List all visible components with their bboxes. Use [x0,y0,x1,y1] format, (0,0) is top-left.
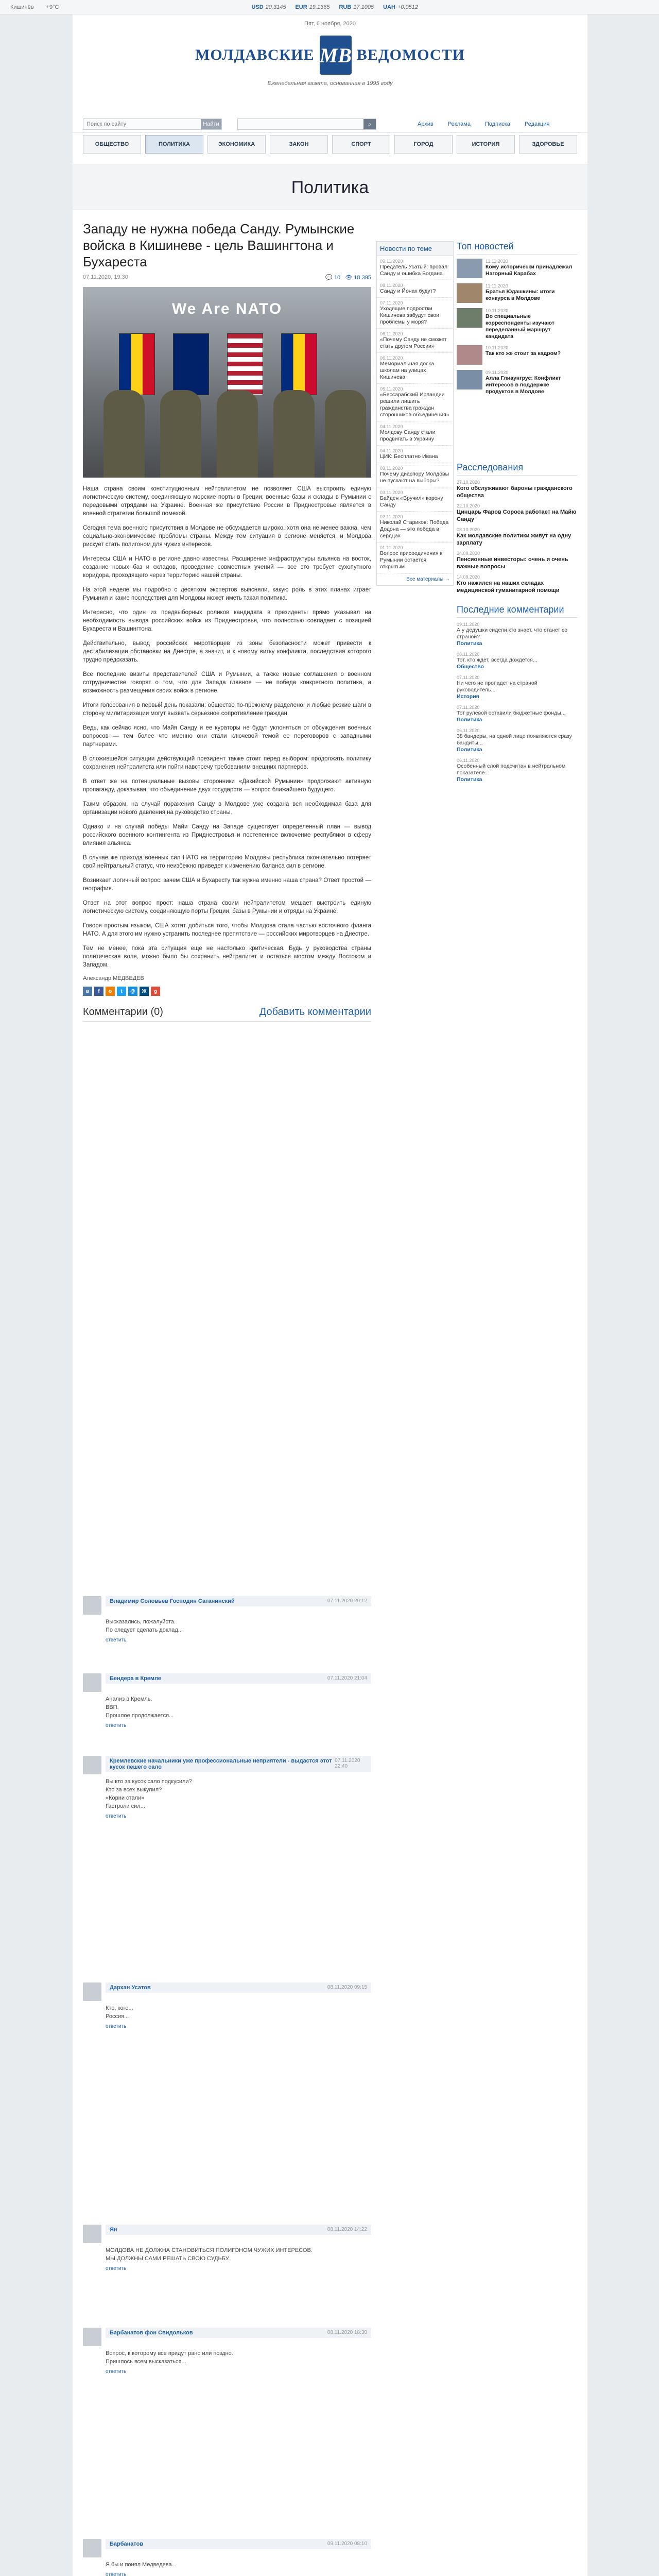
latest-comment-item[interactable]: 06.11.2020 Особенный слой подсчитан в нейтральном показателе... Политика [457,758,566,783]
related-news-item[interactable]: 06.11.2020 «Почему Санду не сможет стать другом России» [377,329,453,353]
reply-link[interactable]: ответить [106,1723,127,1728]
comment [83,2328,371,2375]
nav-item-politics[interactable]: ПОЛИТИКА [145,135,203,154]
avatar [83,1596,101,1615]
article-title: Западу не нужна победа Санду. Румынские войска в Кишиневе - цель Вашингтона и Бухареста [83,221,355,269]
link-archive[interactable]: Архив [418,121,433,127]
rate-uah: UAH +0.0512 [383,4,418,10]
investigation-item[interactable]: 22.10.2020 Цинцарь Фаров Сороса работает на Майю Санду [457,503,577,522]
article-paragraph: Таким образом, на случай поражения Санду в Молдове уже создана вся необходимая база для организации нового давления на руководство страны. [83,801,371,816]
related-news [376,241,454,586]
top-links [418,121,549,127]
currency-rates [251,4,418,10]
nav-item-history[interactable]: ИСТОРИЯ [457,135,515,154]
twitter-icon[interactable]: t [117,987,126,996]
related-news-item[interactable]: 09.11.2020 Предатель Усатый: провал Санду и ошибка Богдана [377,256,453,280]
investigation-item[interactable]: 14.09.2020 Кто нажился на наших складах медицинской гуманитарной помощи [457,574,560,594]
nav-item-health[interactable]: ЗДОРОВЬЕ [519,135,577,154]
reply-link[interactable]: ответить [106,2266,127,2272]
top-news-item[interactable]: 11.11.2020 Кому исторически принадлежал Нагорный Карабах [457,259,577,278]
top-bar [0,0,659,14]
temperature: +9°C [46,4,59,10]
avatar [83,2539,101,2557]
googleplus-icon[interactable]: g [151,987,160,996]
comment-text: Я бы и понял Медведева... [106,2562,177,2568]
logo-mark: МВ [320,36,352,75]
related-news-heading: Новости по теме [377,242,453,256]
article-meta [83,274,371,281]
article-paragraph: Тем не менее, пока эта ситуация еще не настолько критическая. Будь у руководства страны политическая воля, можно было бы сохранить нейтралитет и остаться мостом между Востоком и Западом. [83,945,371,968]
site-header [73,14,587,147]
nav-item-sport[interactable]: СПОРТ [332,135,390,154]
investigation-item[interactable]: 27.10.2020 Кого обслуживают бароны гражданского общества [457,480,573,499]
news-thumbnail [457,345,482,365]
latest-comment-item[interactable]: 06.11.2020 38 бандеры, на одной лице появляются сразу бандиты... Политика [457,728,572,753]
secondary-search-box [237,118,376,130]
search-icon[interactable]: ⌕ [363,119,376,129]
nav-item-city[interactable]: ГОРОД [394,135,453,154]
comment-author[interactable]: Владимир Соловьев Господин Сатанинский 07.11.2020 20:12 [106,1596,371,1606]
rate-rub: RUB 17.1005 [339,4,374,10]
article-paragraph: Интересы США и НАТО в регионе давно известны. Расширение инфраструктуры альянса на восток, создание новых баз и складов, проведение совместных учений — все это требует сухопутного коридора, проходящего через территорию нашей страны. [83,556,371,579]
avatar [83,2225,101,2243]
related-news-item[interactable]: 03.11.2020 Почему диаспору Молдовы не пускают на выборы? [377,463,453,487]
investigation-item[interactable]: 24.09.2020 Пенсионные инвесторы: очень и очень важные вопросы [457,551,568,570]
share-bar [83,987,371,996]
article-photo [83,287,371,478]
top-news-item[interactable]: 11.11.2020 Братья Юдашкины: итоги конкурса в Молдове [457,283,577,303]
latest-comment-item[interactable]: 09.11.2020 А у дедушки сидели кто знает, что станет со страной? Политика [457,622,568,647]
comment-author[interactable]: Ян 08.11.2020 14:22 [106,2225,371,2235]
latest-comment-item[interactable]: 07.11.2020 Ни чего не пропадет на страной руководитель... История [457,675,537,700]
page-container [73,14,587,2576]
article-paragraph: Сегодня тема военного присутствия в Молдове не обсуждается широко, хотя она не менее важна, чем социально-экономические проблемы страны. Между тем ситуация в регионе меняется, и Молдова рискует стать полигоном для чужих интересов. [83,525,371,548]
comment [83,2539,371,2576]
comment-author[interactable]: Барбанатов 09.11.2020 08:10 [106,2539,371,2549]
usa-flag-icon [227,333,263,395]
reply-link[interactable]: ответить [106,2024,127,2029]
reply-link[interactable]: ответить [106,1637,127,1643]
views-count: 18 395 [354,275,371,281]
related-news-item[interactable]: 07.11.2020 Уходящие подростки Кишинева забудут свои проблемы у моря? [377,298,453,329]
rate-eur: EUR 19.1365 [295,4,330,10]
article-paragraph: Итоги голосования в первый день показали: общество по-прежнему разделено, и любые резкие шаги в сторону милитаризации могут вызвать серьезное сопротивление граждан. [83,702,371,717]
article-paragraph: Возникает логичный вопрос: зачем США и Бухаресту так нужна именно наша страна? Ответ простой — география. [83,877,371,892]
latest-comments-heading: Последние комментарии [457,604,577,618]
article-paragraph: Все последние визиты представителей США и Румынии, а также новые соглашения о военном сотрудничестве говорят о том, что для Запада главное — не победа конкретного политика, а возможность размещения своих войск в регионе. [83,671,371,694]
logo-word-right: ВЕДОМОСТИ [356,46,465,63]
soldier-figure [217,390,258,478]
vk-icon[interactable]: в [83,987,92,996]
news-thumbnail [457,259,482,278]
soldier-figure [160,390,201,478]
comments-header [83,1006,371,1022]
related-news-item[interactable]: 04.11.2020 ЦИК: Бесплатно Ивана [377,446,453,463]
top-news-item[interactable]: 10.11.2020 Во специальные корреспонденты изучают переделанный маршрут кандидата [457,308,577,340]
article-paragraph: В сложившейся ситуации действующий президент также стоит перед выбором: продолжать политику сохранения нейтралитета или пойти навстречу требованиям внешних партнеров. [83,756,371,770]
top-news-item[interactable]: 10.11.2020 Так кто же стоит за кадром? [457,345,577,365]
avatar [83,1756,101,1774]
comment-author[interactable]: Дархан Усатов 08.11.2020 09:15 [106,1982,371,1993]
comment [83,1756,371,1819]
article-paragraph: Действительно, вывод российских миротворцев из зоны безопасности может привести к дестабилизации обстановки на Днестре, а значит, и к новому витку конфликта, последствия которого трудно предсказать. [83,640,371,663]
article-paragraph: Однако и на случай победы Майи Санду на Западе существует определенный план — вывод российского военного контингента из Приднестровья и постепенное включение республики в сферу влияния альянса. [83,824,371,846]
news-thumbnail [457,370,482,389]
link-editorial[interactable]: Редакция [524,121,550,127]
related-news-item[interactable]: 02.11.2020 Николай Стариков: Победа Додона — это победа в сердцах [377,512,453,543]
right-sidebar [457,241,577,788]
comment-author[interactable]: Барбанатов фон Свидольков 08.11.2020 18:30 [106,2328,371,2338]
investigation-item[interactable]: 08.10.2020 Как молдавские политики живут на одну зарплату [457,527,571,546]
mailru-icon[interactable]: @ [128,987,137,996]
article-paragraph: Ведь, как сейчас ясно, что Майя Санду и ее кураторы не будут уклоняться от обсуждения военных вопросов — тем более что именно они стали ключевой темой ее переговоров с западными партнерами. [83,725,371,748]
reply-link[interactable]: ответить [106,2369,127,2375]
article [83,221,371,1022]
search-input[interactable] [83,119,201,129]
soldier-figure [325,390,366,478]
main-nav [83,135,577,154]
comment-author[interactable]: Бендера в Кремле 07.11.2020 21:04 [106,1673,371,1684]
eye-icon: 👁 [345,275,354,281]
uk-flag-icon [173,333,209,395]
comment-text: Вопрос, к которому все придут рано или поздно. Пришлось всем высказаться... [106,2350,233,2365]
article-paragraph: Интересно, что один из предвыборных роликов кандидата в президенты прямо указывал на необходимость вывода российских войск из Приднестровья, что полностью совпадает с позицией Бухареста и Вашингтона. [83,609,371,632]
nav-item-economy[interactable]: ЭКОНОМИКА [207,135,266,154]
latest-comment-item[interactable]: 07.11.2020 Тот рулевой оставили бюджетные фонды... Политика [457,705,566,723]
photo-caption: We Are NATO [171,300,283,317]
soldier-figure [273,390,315,478]
top-news-heading: Топ новостей [457,241,577,255]
article-paragraph: Ответ на этот вопрос прост: наша страна своим нейтралитетом мешает выстроить единую логистическую систему, соединяющую порты Греции, базы в Румынии и отряды на Украине. [83,900,371,914]
comment-text: Кто, кого... Россия... [106,2005,133,2020]
secondary-search-input[interactable] [238,119,363,129]
article-body [83,485,371,969]
news-thumbnail [457,283,482,303]
comment [83,1673,371,1728]
related-news-item[interactable]: 04.11.2020 Молдову Санду стали продвигать в Украину [377,421,453,446]
reply-link[interactable]: ответить [106,2572,127,2576]
nav-item-law[interactable]: ЗАКОН [270,135,328,154]
comment [83,2225,371,2272]
site-logo[interactable] [195,32,465,78]
link-ads[interactable]: Реклама [447,121,471,127]
search-row [73,117,587,131]
article-paragraph: В случае же прихода военных сил НАТО на территорию Молдовы республика окончательно потеряет свой нейтральный статус, что неизбежно приведет к изменению баланса сил в регионе. [83,855,371,869]
avatar [83,1982,101,2001]
all-materials-link[interactable]: Все материалы → [406,577,450,582]
article-stats [325,274,371,281]
article-date: 07.11.2020, 19:30 [83,274,128,280]
comment-author[interactable]: Кремлевские начальники уже профессиональные неприятели - выдастся этот кусок пешего сало 07.11.2020 22:40 [106,1756,371,1772]
comment [83,1982,371,2029]
facebook-icon[interactable]: f [94,987,103,996]
related-news-item[interactable]: 06.11.2020 Мемориальная доска школам на улицах Кишинева [377,353,453,384]
comment-icon: 💬 [325,275,334,281]
logo-word-left: МОЛДАВСКИЕ [195,46,315,63]
search-button[interactable]: Найти [201,119,221,129]
article-paragraph: В ответ же на потенциальные вызовы сторонники «Дакийской Румынии» продолжают активную пропаганду, доказывая, что объединение двух государств — вопрос ближайшего будущего. [83,778,371,793]
comment [83,1596,371,1643]
comment-text: МОЛДОВА НЕ ДОЛЖНА СТАНОВИТЬСЯ ПОЛИГОНОМ ЧУЖИХ ИНТЕРЕСОВ. МЫ ДОЛЖНЫ САМИ РЕШАТЬ СВОЮ СУДЬБУ. [106,2247,313,2262]
article-paragraph: Говоря простым языком, США хотят добиться того, чтобы Молдова стала частью восточного фланга НАТО. А для этого им нужно устранить последнее препятствие — российских миротворцев на Днестре. [83,923,371,937]
comment-text: Вы кто за кусок сало подкусили? Кто за всех выкупил? «Корни стали» Гастроли сил... [106,1778,192,1809]
moldova-flag-icon [281,333,317,395]
related-news-item[interactable]: 03.11.2020 Байден «Вручил» корону Санду [377,487,453,512]
livejournal-icon[interactable]: Ж [140,987,149,996]
odnoklassniki-icon[interactable]: о [106,987,115,996]
nav-item-society[interactable]: ОБЩЕСТВО [83,135,141,154]
comments-title: Комментарии (0) [83,1006,163,1018]
comments-count[interactable]: 10 [334,275,341,281]
search-box [83,118,222,130]
link-subscribe[interactable]: Подписка [484,121,510,127]
article-author: Александр МЕДВЕДЕВ [83,975,144,981]
latest-comment-item[interactable]: 08.11.2020 Тот, кто ждет, всегда дождется... Общество [457,652,537,670]
related-news-item[interactable]: 05.11.2020 «Бессарабский Ирландии решили лишить гражданства граждан сторонников объединения» [377,384,453,421]
rate-usd: USD 20.3145 [251,4,286,10]
avatar [83,2328,101,2346]
top-news-item[interactable]: 09.11.2020 Алла Глиаунгрус: Конфликт интересов в поддержке продуктов в Молдове [457,370,577,395]
city-label: Кишинёв [10,4,34,10]
tagline: Еженедельная газета, основанная в 1995 году [267,80,393,87]
related-news-item[interactable]: 01.11.2020 Вопрос присоединения к Румынии остается открытым [377,543,453,573]
article-paragraph: На этой неделе мы подробно с десятком экспертов выясняли, какую роль в этих планах играет Румыния и какие последствия для Молдовы может иметь такая политика. [83,587,371,601]
section-title: Политика [73,164,587,210]
avatar [83,1673,101,1692]
comment-text: Высказались, пожалуйста. По следует сделать доклад... [106,1619,183,1633]
reply-link[interactable]: ответить [106,1814,127,1819]
romania-flag-icon [119,333,155,395]
header-date: Пят, 6 ноября, 2020 [304,21,356,27]
add-comment-link[interactable]: Добавить комментарии [259,1006,371,1018]
related-news-item[interactable]: 08.11.2020 Санду и Йонах будут? [377,280,453,298]
article-paragraph: Наша страна своим конституционным нейтралитетом не позволяет США выстроить единую логистическую систему, соединяющую морские порты в Греции, военные базы и склады в Румынии с передовыми отрядами на Украине. Военная же присутствие России в Приднестровье является в военной стратегии большой помехой. [83,486,371,517]
soldier-figure [103,390,145,478]
comment-text: Анализ в Кремль. ВВП. Прошлое продолжается... [106,1696,174,1719]
news-thumbnail [457,308,482,328]
investigations-heading: Расследования [457,462,577,476]
